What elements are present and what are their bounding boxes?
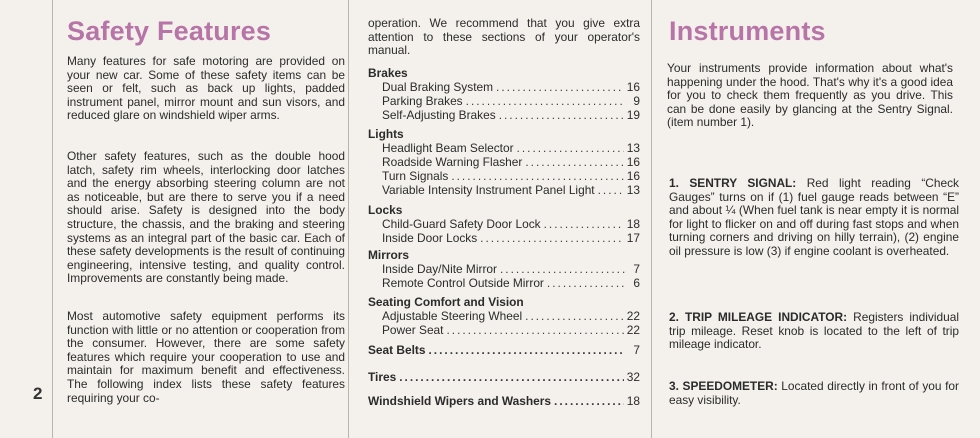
dot-leader: [496, 80, 624, 94]
index-entry[interactable]: [368, 370, 640, 384]
dot-leader: [547, 276, 625, 290]
index-label: Remote Control Outside Mirror: [382, 276, 544, 290]
index-page-ref: 6: [633, 276, 640, 290]
index-label: Turn Signals: [382, 169, 449, 183]
dot-leader: [554, 394, 624, 408]
index-page-ref: 9: [633, 94, 640, 108]
index-entry-seat-belts: [368, 343, 640, 357]
index-entry[interactable]: [368, 217, 640, 231]
index-label: Headlight Beam Selector: [382, 141, 514, 155]
paragraph: Most automotive safety equipment performs its function with little or no attention or cooperation from the consumer. However, there are some safety features which require your cooperation to use and maintain for maximum benefit and effectiveness. The following index lists these safety features requiring your co-: [67, 309, 345, 405]
index-label: Adjustable Steering Wheel: [382, 309, 523, 323]
instrument-item-sentry-signal: [669, 177, 959, 259]
index-section-locks: [368, 203, 640, 245]
dot-leader: [598, 183, 624, 197]
index-entry[interactable]: [368, 309, 640, 323]
index-page-ref: 17: [626, 231, 640, 245]
dot-leader: [499, 108, 624, 122]
index-page-ref: 18: [626, 394, 640, 408]
index-page-ref: 13: [626, 183, 640, 197]
index-entry[interactable]: [368, 323, 640, 337]
instruments-title: Instruments: [669, 16, 826, 46]
index-page-ref: 22: [626, 309, 640, 323]
dot-leader: [544, 217, 624, 231]
dot-leader: [446, 323, 623, 337]
index-section-brakes: [368, 66, 640, 122]
index-label: Dual Braking System: [382, 80, 494, 94]
item-label: 1. SENTRY SIGNAL:: [669, 176, 797, 190]
index-entry[interactable]: [368, 262, 640, 276]
index-page-ref: 22: [626, 323, 640, 337]
safety-features-title: Safety Features: [67, 16, 272, 46]
index-entry-wipers: [368, 394, 640, 408]
index-section-lights: [368, 127, 640, 197]
item-label: 3. SPEEDOMETER:: [669, 379, 778, 393]
safety-index-page: [350, 0, 650, 438]
index-label: Inside Day/Nite Mirror: [382, 262, 497, 276]
instrument-item-speedometer: [669, 380, 959, 407]
dot-leader: [429, 343, 626, 357]
index-page-ref: 16: [626, 155, 640, 169]
index-label: Power Seat: [382, 323, 444, 337]
index-page-ref: 18: [626, 217, 640, 231]
index-page-ref: 19: [626, 108, 640, 122]
index-entry[interactable]: [368, 231, 640, 245]
index-label: Seat Belts: [368, 343, 426, 357]
index-section-mirrors: [368, 248, 640, 290]
dot-leader: [399, 370, 624, 384]
item-text: Red light reading “Check Gauges” turns on if (1) fuel gauge reads between “E” and about ¼ (When fuel tank is near empty it is normal for light to flicker on and off during fast stops and when turning corners and driving on hilly terrain), (2) engine oil pressure is low (3) if engine coolant is overheated.: [669, 176, 959, 258]
dot-leader: [500, 262, 625, 276]
index-page-ref: 32: [626, 370, 640, 384]
index-entry-tires: [368, 370, 640, 384]
index-entry[interactable]: [368, 155, 640, 169]
index-entry[interactable]: [368, 343, 640, 357]
dot-leader: [466, 94, 625, 108]
index-heading: Seating Comfort and Vision: [368, 295, 524, 309]
index-entry[interactable]: [368, 80, 640, 94]
index-entry[interactable]: [368, 94, 640, 108]
instruments-intro: Your instruments provide information about what's happening under the hood. That's why it's a good idea for you to check them frequently as you drive. This can be done easily by glancing at the Sentry Signal. (item number 1).: [667, 61, 953, 130]
instruments-page: [653, 0, 980, 438]
item-text: Located directly in front of you for easy visibility.: [669, 379, 959, 407]
index-entry[interactable]: [368, 276, 640, 290]
safety-features-page: [57, 0, 347, 438]
item-text: Registers individual trip mileage. Reset knob is located to the left of trip mileage indicator.: [669, 310, 959, 352]
index-entry[interactable]: [368, 169, 640, 183]
index-label: Parking Brakes: [382, 94, 463, 108]
dot-leader: [517, 141, 624, 155]
index-entry[interactable]: [368, 141, 640, 155]
page-number: 2: [33, 384, 43, 403]
dot-leader: [525, 155, 623, 169]
index-page-ref: 7: [633, 262, 640, 276]
index-page-ref: 13: [626, 141, 640, 155]
paragraph: Many features for safe motoring are provided on your new car. Some of these safety items can be seen or felt, such as back up lights, padded instrument panel, mirror mount and sun visors, and reduced glare on windshield wiper arms.: [67, 54, 345, 123]
index-label: Variable Intensity Instrument Panel Light: [382, 183, 595, 197]
left-page-margin-line: [52, 0, 53, 438]
index-section-seating: [368, 295, 640, 337]
index-label: Inside Door Locks: [382, 231, 478, 245]
index-intro: operation. We recommend that you give extra attention to these sections of your operator's manual.: [368, 16, 640, 58]
index-heading: Lights: [368, 127, 404, 141]
item-label: 2. TRIP MILEAGE INDICATOR:: [669, 310, 848, 324]
index-entry[interactable]: [368, 108, 640, 122]
index-heading: Locks: [368, 203, 403, 217]
index-label: Roadside Warning Flasher: [382, 155, 523, 169]
index-page-ref: 7: [633, 343, 640, 357]
index-label: Self-Adjusting Brakes: [382, 108, 496, 122]
instrument-item-trip-mileage: [669, 311, 959, 352]
index-page-ref: 16: [626, 80, 640, 94]
index-label: Child-Guard Safety Door Lock: [382, 217, 541, 231]
gutter-line-left: [348, 0, 349, 438]
index-heading: Brakes: [368, 66, 408, 80]
dot-leader: [451, 169, 623, 183]
index-entry[interactable]: [368, 183, 640, 197]
paragraph: Other safety features, such as the double hood latch, safety rim wheels, interlocking door latches and the energy absorbing steering column are not as noticeable, but are there to serve you if a need should arise. Safety is designed into the body structure, the chassis, and the braking and steering systems as an integral part of the basic car. Each of these safety developments is the result of continuing engineering, intensive testing, and quality control. Improvements are constantly being made.: [67, 149, 345, 286]
index-heading: Mirrors: [368, 248, 409, 262]
index-label: Windshield Wipers and Washers: [368, 394, 552, 408]
index-page-ref: 16: [626, 169, 640, 183]
dot-leader: [525, 309, 624, 323]
index-entry[interactable]: [368, 394, 640, 408]
dot-leader: [480, 231, 624, 245]
index-label: Tires: [368, 370, 397, 384]
gutter-line-right: [651, 0, 652, 438]
